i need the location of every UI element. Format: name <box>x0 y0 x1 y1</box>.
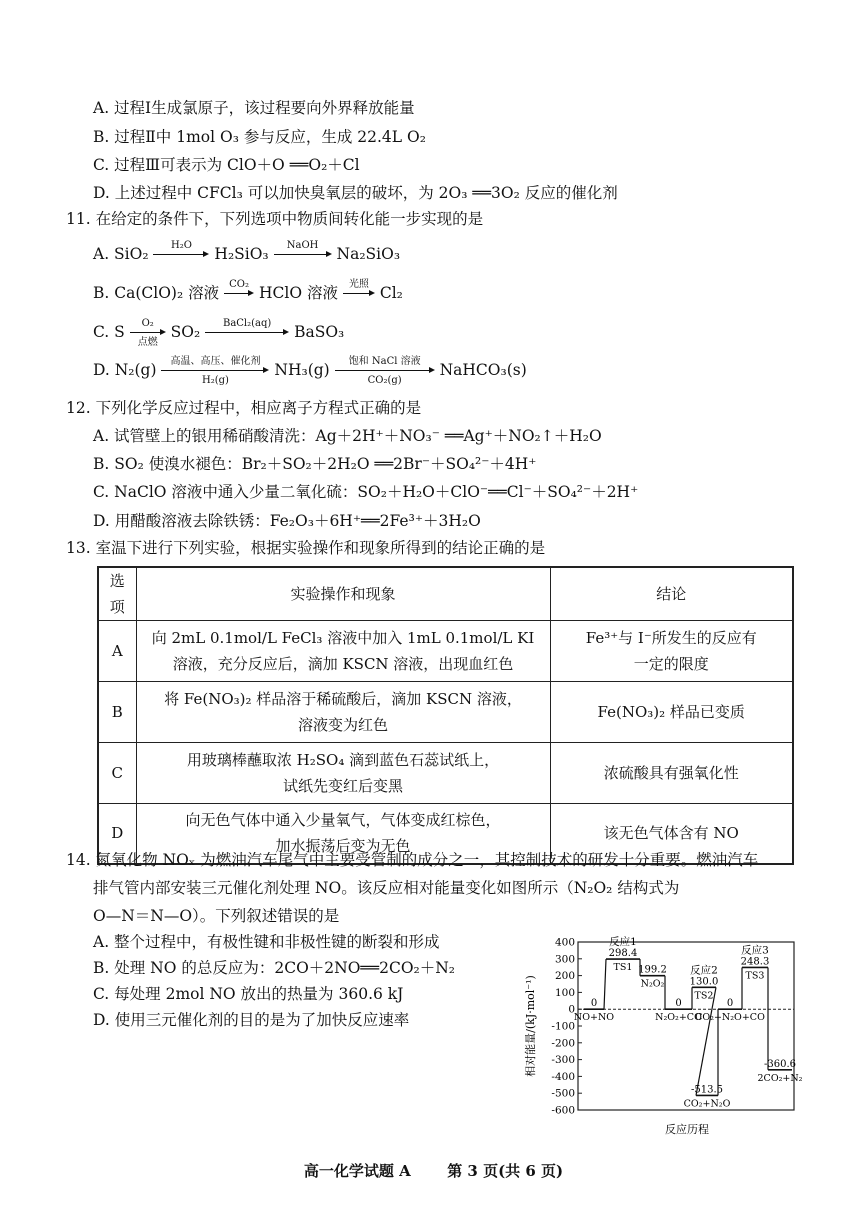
reaction-arrow <box>130 318 166 348</box>
y-tick-label: 300 <box>554 953 575 966</box>
operation-line: 溶液，充分反应后，滴加 KSCN 溶液，出现血红色 <box>172 655 514 673</box>
q11-option-b <box>93 279 403 309</box>
q12-stem: 12. 下列化学反应过程中，相应离子方程式正确的是 <box>66 399 422 417</box>
y-tick-label: 400 <box>554 936 575 949</box>
row-operation <box>136 621 550 682</box>
level-species-label: TS3 <box>745 970 765 982</box>
reaction-step-label: 反应1 <box>609 936 637 949</box>
q14-option-b: B. 处理 NO 的总反应为：2CO＋2NO══2CO₂＋N₂ <box>93 959 456 977</box>
row-conclusion <box>550 621 793 682</box>
reaction-step-label: 反应3 <box>741 944 769 957</box>
y-axis-label: 相对能量/(kJ·mol⁻¹) <box>524 975 537 1077</box>
y-tick-label: 200 <box>554 970 575 983</box>
header-conclusion: 结论 <box>550 567 793 621</box>
y-tick-label: -500 <box>551 1087 575 1100</box>
row-option: A <box>98 621 136 682</box>
y-tick-label: -300 <box>551 1054 575 1067</box>
table-row <box>98 621 793 682</box>
q11-option-d <box>93 356 527 386</box>
q13-stem: 13. 室温下进行下列实验，根据实验操作和现象所得到的结论正确的是 <box>66 539 546 557</box>
q11-option-a <box>93 240 400 270</box>
arrow-condition: CO₂(g) <box>367 375 402 386</box>
q10-option-a: A. 过程Ⅰ生成氯原子，该过程要向外界释放能量 <box>93 99 415 117</box>
arrow-condition: O₂ <box>141 318 154 329</box>
q12-option-c: C. NaClO 溶液中通入少量二氧化硫：SO₂＋H₂O＋ClO⁻══Cl⁻＋SO₄²⁻＋2H⁺ <box>93 483 639 501</box>
q11-a-reactant: A. SiO₂ <box>93 245 149 263</box>
q14-option-c: C. 每处理 2mol NO 放出的热量为 360.6 kJ <box>93 985 404 1003</box>
page-footer <box>0 1160 867 1181</box>
operation-line: 试纸先变红后变黑 <box>282 777 403 795</box>
reaction-arrow <box>224 279 254 309</box>
energy-profile-chart <box>520 928 810 1138</box>
q14-stem-line-2: 排气管内部安装三元催化剂处理 NO。该反应相对能量变化如图所示（N₂O₂ 结构式为 <box>93 879 680 897</box>
y-tick-label: -100 <box>551 1020 575 1033</box>
reaction-arrow <box>205 318 289 348</box>
level-value-label: 199.2 <box>638 964 667 976</box>
conclusion-line: 该无色气体含有 NO <box>603 824 739 843</box>
operation-line: 将 Fe(NO₃)₂ 样品溶于稀硫酸后，滴加 KSCN 溶液， <box>164 690 522 708</box>
reaction-arrow <box>343 279 375 309</box>
arrow-condition: 高温、高压、催化剂 <box>170 356 261 367</box>
level-species-label: NO+NO <box>573 1012 615 1024</box>
operation-line: 向 2mL 0.1mol/L FeCl₃ 溶液中加入 1mL 0.1mol/L KI <box>151 629 535 647</box>
arrow-condition: 点燃 <box>137 337 158 348</box>
q14-stem-line-3: O—N＝N—O）。下列叙述错误的是 <box>93 907 340 925</box>
row-option: C <box>98 743 136 804</box>
q14-option-d: D. 使用三元催化剂的目的是为了加快反应速率 <box>93 1011 410 1029</box>
q11-option-c <box>93 318 344 348</box>
conclusion-line: 浓硫酸具有强氧化性 <box>603 764 739 782</box>
reaction-arrow <box>153 240 209 270</box>
level-value-label: -513.5 <box>690 1084 724 1096</box>
q11-a-intermediate: H₂SiO₃ <box>214 245 269 263</box>
y-tick-label: -600 <box>551 1104 575 1117</box>
q12-option-d: D. 用醋酸溶液去除铁锈：Fe₂O₃＋6H⁺══2Fe³⁺＋3H₂O <box>93 512 481 530</box>
q11-stem: 11. 在给定的条件下，下列选项中物质间转化能一步实现的是 <box>66 210 484 228</box>
q11-d-intermediate: NH₃(g) <box>274 361 330 379</box>
arrow-condition: H₂O <box>171 240 192 251</box>
q11-b-intermediate: HClO 溶液 <box>258 284 338 302</box>
footer-page: 第 3 页(共 6 页) <box>447 1162 564 1180</box>
q12-option-a: A. 试管壁上的银用稀硝酸清洗：Ag＋2H⁺＋NO₃⁻ ══Ag⁺＋NO₂↑＋H₂O <box>93 427 602 445</box>
q11-b-reactant: B. Ca(ClO)₂ 溶液 <box>93 284 220 302</box>
level-value-label: 298.4 <box>608 948 638 960</box>
y-tick-label: 100 <box>554 986 575 999</box>
q14-stem-line-1: 14. 氮氧化物 NOₓ 为燃油汽车尾气中主要受管制的成分之一，其控制技术的研发十分重要。燃油汽车 <box>66 851 759 869</box>
header-operation: 实验操作和现象 <box>136 567 550 621</box>
arrow-condition: BaCl₂(aq) <box>222 318 272 329</box>
arrow-condition: H₂(g) <box>202 375 229 386</box>
q10-option-b: B. 过程Ⅱ中 1mol O₃ 参与反应，生成 22.4L O₂ <box>93 128 426 146</box>
row-conclusion <box>550 682 793 743</box>
level-value-label: 0 <box>590 998 598 1010</box>
q11-c-reactant: C. S <box>93 323 125 341</box>
level-value-label: -360.6 <box>763 1058 797 1070</box>
level-species-label: N₂O₂+CO <box>655 1012 702 1024</box>
conclusion-line: Fe(NO₃)₂ 样品已变质 <box>597 703 745 721</box>
level-value-label: 0 <box>675 998 682 1010</box>
q14-option-a: A. 整个过程中，有极性键和非极性键的断裂和形成 <box>93 933 440 951</box>
y-tick-label: 0 <box>568 1003 575 1016</box>
operation-line: 加水振荡后变为无色 <box>275 837 411 856</box>
row-operation <box>136 682 550 743</box>
table-row <box>98 743 793 804</box>
header-option: 选项 <box>98 567 136 621</box>
reaction-arrow <box>335 356 435 386</box>
level-species-label: CO₂+N₂O+CO <box>695 1012 765 1024</box>
energy-connector <box>604 959 606 1009</box>
row-operation <box>136 743 550 804</box>
level-species-label: TS2 <box>694 990 714 1002</box>
q12-option-b: B. SO₂ 使溴水褪色：Br₂＋SO₂＋2H₂O ══2Br⁻＋SO₄²⁻＋4H⁺ <box>93 455 537 473</box>
table-header-row <box>98 567 793 621</box>
level-species-label: N₂O₂ <box>640 978 665 990</box>
operation-line: 溶液变为红色 <box>297 716 388 734</box>
y-tick-label: -200 <box>551 1037 575 1050</box>
reaction-step-label: 反应2 <box>690 964 718 977</box>
conclusion-line: Fe³⁺与 I⁻所发生的反应有 <box>585 629 757 647</box>
operation-line: 向无色气体中通入少量氧气，气体变成红棕色， <box>185 811 501 830</box>
arrow-condition: NaOH <box>286 240 319 251</box>
energy-connector <box>696 987 716 1095</box>
level-value-label: 0 <box>726 998 734 1010</box>
level-value-label: 130.0 <box>689 976 719 988</box>
level-value-label: 248.3 <box>740 956 770 968</box>
footer-title: 高一化学试题 A <box>303 1162 411 1180</box>
q11-b-product: Cl₂ <box>379 284 403 302</box>
level-species-label: CO₂+N₂O <box>683 1098 731 1110</box>
q11-a-product: Na₂SiO₃ <box>336 245 401 263</box>
table-row <box>98 682 793 743</box>
experiment-table <box>97 566 794 865</box>
conclusion-line: 一定的限度 <box>633 655 709 673</box>
q11-d-product: NaHCO₃(s) <box>439 361 527 379</box>
arrow-condition: 饱和 NaCl 溶液 <box>348 356 421 367</box>
y-tick-label: -400 <box>551 1070 575 1083</box>
row-conclusion <box>550 743 793 804</box>
row-option: B <box>98 682 136 743</box>
q11-c-product: BaSO₃ <box>294 323 345 341</box>
reaction-arrow <box>161 356 269 386</box>
level-species-label: 2CO₂+N₂ <box>757 1072 803 1084</box>
arrow-condition: CO₂ <box>229 279 249 290</box>
q10-option-c: C. 过程Ⅲ可表示为 ClO＋O ══O₂＋Cl <box>93 156 360 174</box>
row-option: D <box>98 804 136 864</box>
q11-d-reactant: D. N₂(g) <box>93 361 157 379</box>
reaction-arrow <box>274 240 332 270</box>
operation-line: 用玻璃棒蘸取浓 H₂SO₄ 滴到蓝色石蕊试纸上， <box>186 751 500 769</box>
q10-option-d: D. 上述过程中 CFCl₃ 可以加快臭氧层的破坏，为 2O₃ ══3O₂ 反应的催化剂 <box>93 184 618 202</box>
arrow-condition: 光照 <box>348 279 369 290</box>
q11-c-intermediate: SO₂ <box>170 323 201 341</box>
x-axis-label: 反应历程 <box>665 1123 709 1136</box>
level-species-label: TS1 <box>613 962 633 974</box>
